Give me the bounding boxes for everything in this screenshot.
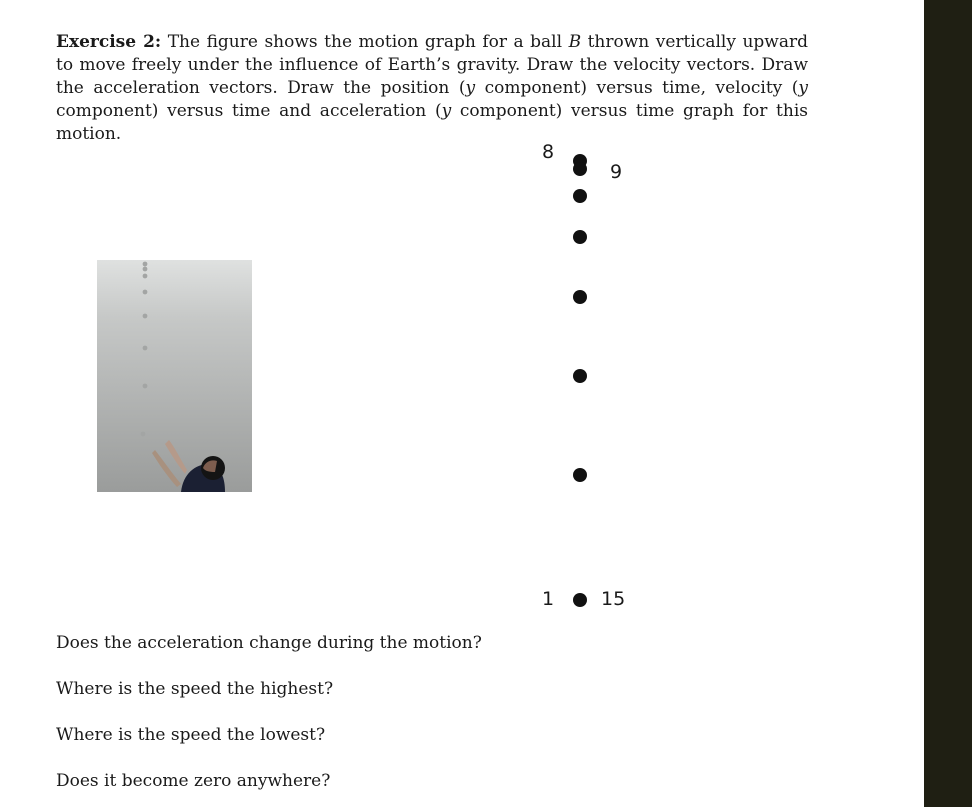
question-speed-zero: Does it become zero anywhere? [56,771,331,791]
question-speed-lowest: Where is the speed the lowest? [56,725,326,745]
label-bottom-left: 1 [542,588,555,610]
question-acceleration-change: Does the acceleration change during the motion? [56,633,482,653]
ball-position-dot [573,468,587,482]
ball-toss-photo-illustration [97,260,252,492]
question-speed-highest: Where is the speed the highest? [56,679,334,699]
ball-position-dot [573,369,587,383]
label-top-right: 9 [610,161,623,183]
exercise-text [56,31,808,146]
ball-position-dot [573,230,587,244]
axis-variable: y [441,101,452,121]
label-top-left: 8 [542,141,555,163]
viewer-side-panel [924,0,972,807]
ball-toss-photo [97,260,252,492]
ball-position-dot [573,593,587,607]
axis-variable: y [798,78,808,98]
exercise-text-part-2: thrown vertically upward to move freely under the influence of Earth’s gravity. Draw the velocity vectors. Draw the acceleration vectors. Draw the position ( [56,32,808,98]
exercise-text-part-3: component) versus time, velocity ( [475,78,799,98]
exercise-text-part-4: component) versus time and acceleration ( [56,101,442,121]
ball-position-dot [573,162,587,176]
exercise-label: Exercise 2: [56,32,162,52]
ball-position-dot [573,189,587,203]
axis-variable: y [465,78,476,98]
ball-position-dot [573,290,587,304]
label-bottom-right: 15 [601,588,626,610]
ball-name: B [568,32,582,52]
motion-diagram [520,135,660,625]
exercise-text-part-1: The figure shows the motion graph for a ball [161,32,569,52]
exercise-text-part-5: component) versus time graph for this motion. [56,101,809,144]
